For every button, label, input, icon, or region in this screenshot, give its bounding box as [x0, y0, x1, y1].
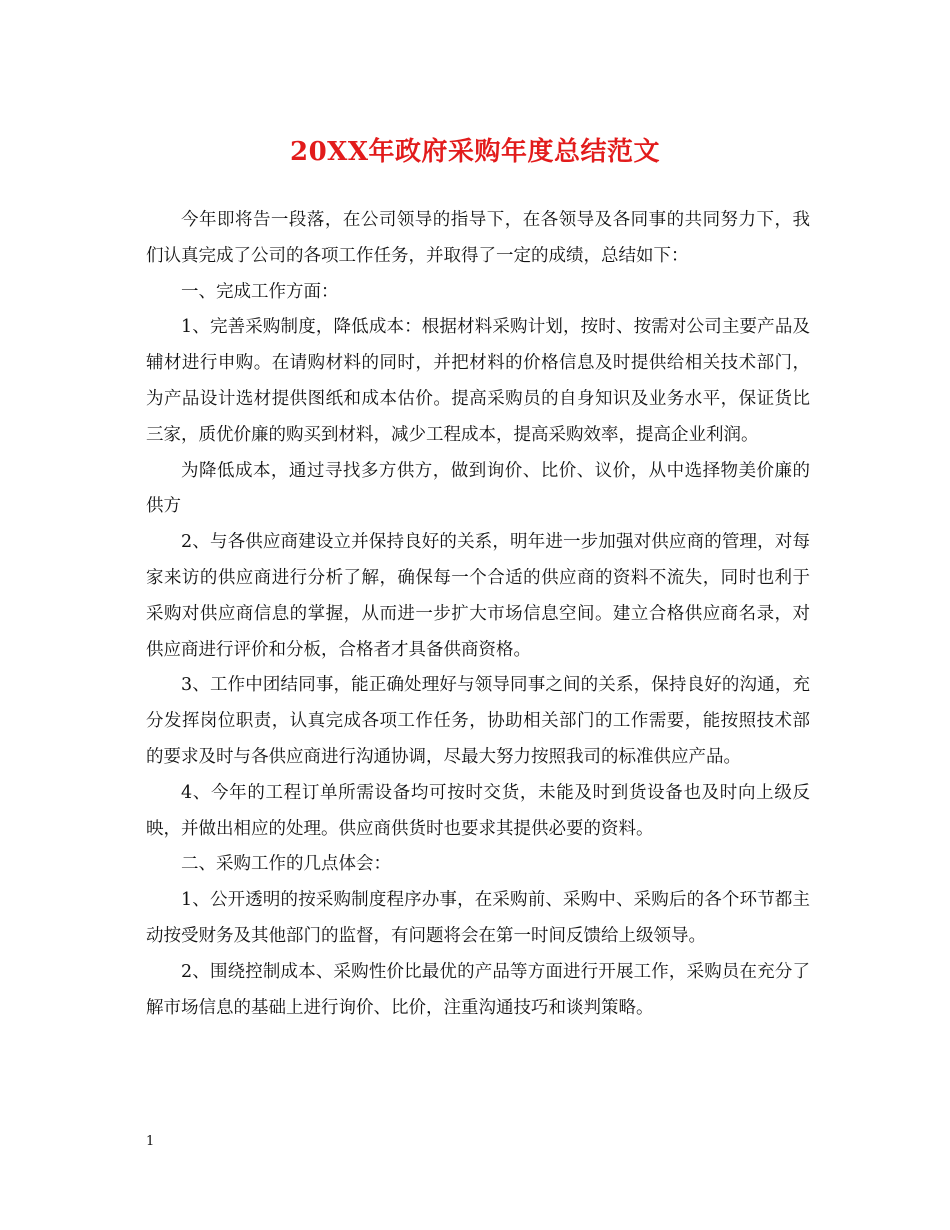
document-body — [146, 203, 810, 1026]
document-title: 20XX年政府采购年度总结范文 — [289, 137, 661, 167]
paragraph-experience-2: 2、围绕控制成本、采购性价比最优的产品等方面进行开展工作，采购员在充分了解市场信息的基础上进行询价、比价，注重沟通技巧和谈判策略。 — [146, 961, 810, 1018]
paragraph-cost-reduction: 为降低成本，通过寻找多方供方，做到询价、比价、议价，从中选择物美价廉的供方 — [146, 460, 810, 517]
paragraph-item-3: 3、工作中团结同事，能正确处理好与领导同事之间的关系，保持良好的沟通，充分发挥岗位职责，认真完成各项工作任务，协助相关部门的工作需要，能按照技术部的要求及时与各供应商进行沟通协调，尽最大努力按照我司的标准供应产品。 — [146, 675, 810, 767]
section-heading-experience: 二、采购工作的几点体会： — [181, 854, 391, 875]
section-heading-work-completed: 一、完成工作方面： — [181, 281, 339, 302]
paragraph-item-2: 2、与各供应商建设立并保持良好的关系，明年进一步加强对供应商的管理，对每家来访的供应商进行分析了解，确保每一个合适的供应商的资料不流失，同时也利于采购对供应商信息的掌握，从而进一步扩大市场信息空间。建立合格供应商名录，对供应商进行评价和分板，合格者才具备供商资格。 — [146, 532, 810, 660]
intro-paragraph: 今年即将告一段落，在公司领导的指导下，在各领导及各同事的共同努力下，我们认真完成了公司的各项工作任务，并取得了一定的成绩，总结如下： — [146, 210, 810, 266]
page-number: 1 — [146, 1134, 155, 1149]
paragraph-item-1: 1、完善采购制度，降低成本：根据材料采购计划，按时、按需对公司主要产品及辅材进行申购。在请购材料的同时，并把材料的价格信息及时提供给相关技术部门，为产品设计选材提供图纸和成本估价。提高采购员的自身知识及业务水平，保证货比三家，质优价廉的购买到材料，减少工程成本，提高采购效率，提高企业利润。 — [146, 317, 810, 445]
paragraph-experience-1: 1、公开透明的按采购制度程序办事，在采购前、采购中、采购后的各个环节都主动按受财务及其他部门的监督，有问题将会在第一时间反馈给上级领导。 — [146, 890, 810, 946]
paragraph-item-4: 4、今年的工程订单所需设备均可按时交货，未能及时到货设备也及时向上级反映，并做出相应的处理。供应商供货时也要求其提供必要的资料。 — [146, 782, 810, 839]
